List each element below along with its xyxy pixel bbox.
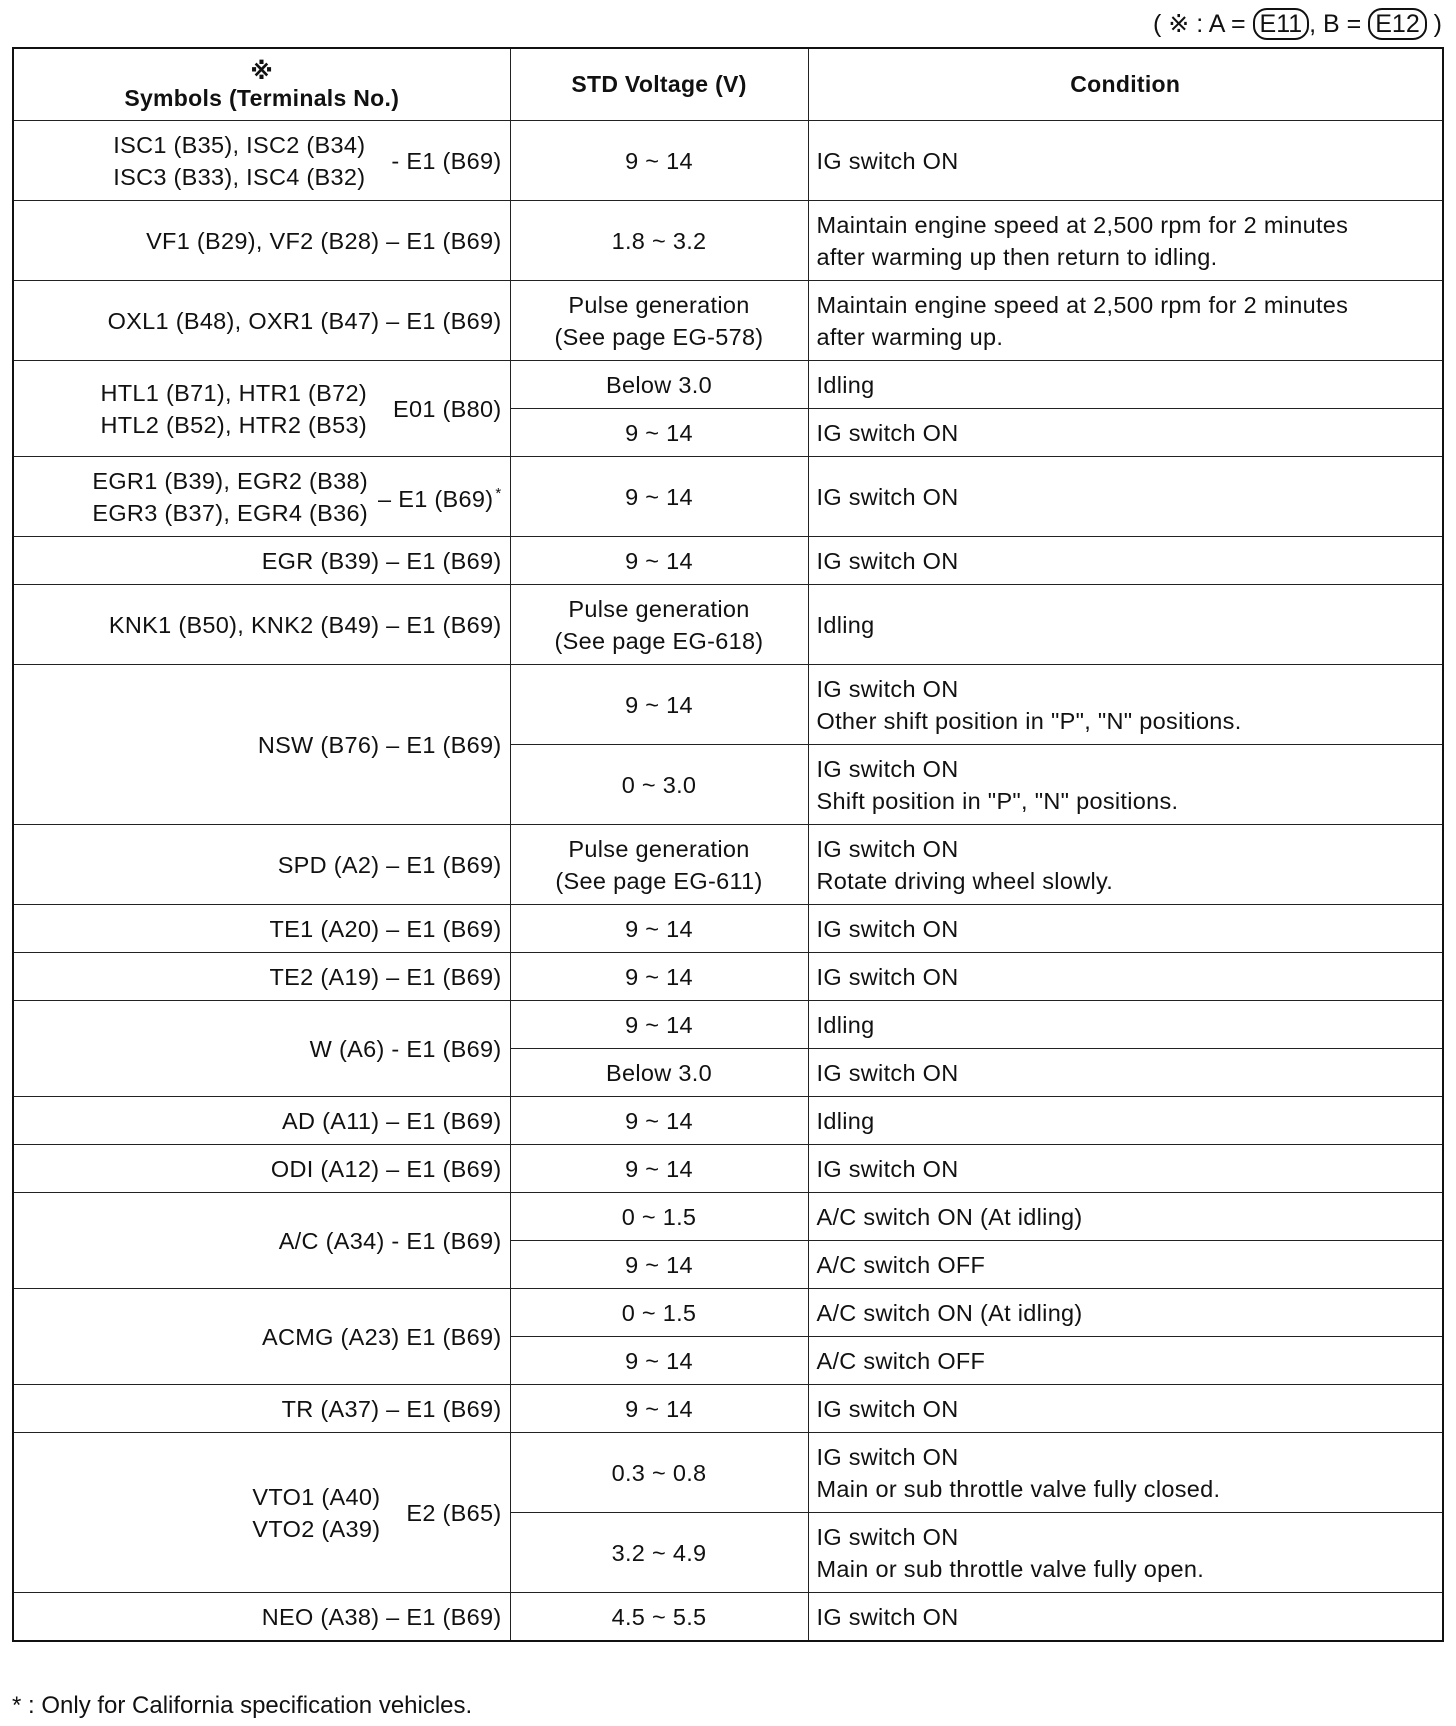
page-reference: (See page EG-611): [555, 867, 763, 894]
page-reference: (See page EG-618): [554, 627, 764, 654]
symbol-cell: ACMG (A23) E1 (B69): [13, 1289, 510, 1385]
symbol-cell: [13, 457, 510, 537]
table-row: [13, 537, 1443, 585]
terminal-legend: [1153, 8, 1442, 40]
condition-cell: Idling: [808, 1001, 1443, 1049]
symbol-cell: TR (A37) – E1 (B69): [13, 1385, 510, 1433]
symbol-cell: NSW (B76) – E1 (B69): [13, 665, 510, 825]
voltage-cell: 0 ~ 1.5: [510, 1289, 808, 1337]
symbol-ground: – E1 (B69): [378, 485, 494, 512]
table-row: [13, 1193, 1443, 1241]
condition-line: Maintain engine speed at 2,500 rpm for 2 minutes: [816, 291, 1349, 318]
voltage-cell: 9 ~ 14: [510, 1145, 808, 1193]
condition-line: IG switch ON: [816, 1523, 959, 1550]
table-row: [13, 457, 1443, 537]
voltage-cell: 9 ~ 14: [510, 1001, 808, 1049]
symbol-cell: TE1 (A20) – E1 (B69): [13, 905, 510, 953]
table-row: [13, 1001, 1443, 1049]
symbol-ground: E01 (B80): [392, 395, 502, 422]
california-only-mark: *: [495, 485, 502, 503]
condition-cell: IG switch ON: [808, 1145, 1443, 1193]
voltage-cell: 9 ~ 14: [510, 953, 808, 1001]
voltage-cell: Below 3.0: [510, 1049, 808, 1097]
voltage-line: Pulse generation: [568, 835, 750, 862]
symbol-cell: KNK1 (B50), KNK2 (B49) – E1 (B69): [13, 585, 510, 665]
symbol-line: ISC3 (B33), ISC4 (B32): [113, 163, 366, 190]
table-row: [13, 281, 1443, 361]
header-symbols: [13, 48, 510, 121]
table-row: [13, 825, 1443, 905]
condition-cell: IG switch ON: [808, 409, 1443, 457]
condition-cell: IG switch ON: [808, 121, 1443, 201]
voltage-cell: 9 ~ 14: [510, 665, 808, 745]
condition-cell: A/C switch OFF: [808, 1337, 1443, 1385]
condition-cell: [808, 825, 1443, 905]
condition-line: Main or sub throttle valve fully open.: [816, 1555, 1205, 1582]
legend-suffix: ): [1433, 10, 1442, 38]
condition-cell: A/C switch ON (At idling): [808, 1289, 1443, 1337]
voltage-cell: [510, 825, 808, 905]
table-row: [13, 361, 1443, 409]
voltage-cell: 9 ~ 14: [510, 1385, 808, 1433]
symbol-cell: A/C (A34) - E1 (B69): [13, 1193, 510, 1289]
condition-cell: IG switch ON: [808, 905, 1443, 953]
symbol-cell: [13, 121, 510, 201]
voltage-line: Pulse generation: [568, 291, 750, 318]
header-reference-mark: ※: [250, 57, 274, 84]
symbol-cell: SPD (A2) – E1 (B69): [13, 825, 510, 905]
condition-line: IG switch ON: [816, 675, 959, 702]
legend-prefix: ( ※ : A =: [1153, 10, 1246, 38]
voltage-cell: 0.3 ~ 0.8: [510, 1433, 808, 1513]
header-symbols-label: Symbols (Terminals No.): [124, 84, 400, 111]
table-row: [13, 1289, 1443, 1337]
symbol-line: VTO1 (A40): [252, 1483, 381, 1510]
condition-cell: IG switch ON: [808, 1385, 1443, 1433]
condition-cell: A/C switch OFF: [808, 1241, 1443, 1289]
voltage-cell: 4.5 ~ 5.5: [510, 1593, 808, 1642]
symbol-cell: [13, 361, 510, 457]
table-row: [13, 665, 1443, 745]
voltage-cell: 9 ~ 14: [510, 1097, 808, 1145]
connector-a-label: E11: [1253, 8, 1310, 40]
voltage-cell: 9 ~ 14: [510, 1337, 808, 1385]
condition-cell: A/C switch ON (At idling): [808, 1193, 1443, 1241]
table-row: [13, 1593, 1443, 1642]
table-row: [13, 1385, 1443, 1433]
voltage-cell: 9 ~ 14: [510, 457, 808, 537]
voltage-cell: 0 ~ 1.5: [510, 1193, 808, 1241]
symbol-cell: AD (A11) – E1 (B69): [13, 1097, 510, 1145]
symbol-ground: E2 (B65): [406, 1499, 502, 1526]
symbol-cell: TE2 (A19) – E1 (B69): [13, 953, 510, 1001]
table-row: [13, 201, 1443, 281]
symbol-cell: ODI (A12) – E1 (B69): [13, 1145, 510, 1193]
condition-line: after warming up.: [816, 323, 1004, 350]
table-row: [13, 905, 1443, 953]
footnote: * : Only for California specification vehicles.: [12, 1692, 473, 1719]
table-row: [13, 953, 1443, 1001]
table-row: [13, 1433, 1443, 1513]
voltage-spec-table: [12, 47, 1444, 1642]
condition-cell: IG switch ON: [808, 953, 1443, 1001]
voltage-cell: 9 ~ 14: [510, 1241, 808, 1289]
voltage-cell: 3.2 ~ 4.9: [510, 1513, 808, 1593]
table-row: [13, 1145, 1443, 1193]
condition-line: Shift position in "P", "N" positions.: [816, 787, 1179, 814]
table-row: [13, 1097, 1443, 1145]
table-header-row: [13, 48, 1443, 121]
voltage-line: Pulse generation: [568, 595, 750, 622]
symbol-cell: W (A6) - E1 (B69): [13, 1001, 510, 1097]
symbol-cell: NEO (A38) – E1 (B69): [13, 1593, 510, 1642]
table-row: [13, 121, 1443, 201]
symbol-line: HTL1 (B71), HTR1 (B72): [100, 379, 367, 406]
condition-cell: Idling: [808, 585, 1443, 665]
condition-cell: [808, 1513, 1443, 1593]
condition-line: Other shift position in "P", "N" positions.: [816, 707, 1242, 734]
condition-cell: Idling: [808, 361, 1443, 409]
condition-line: IG switch ON: [816, 755, 959, 782]
condition-cell: IG switch ON: [808, 457, 1443, 537]
table-row: [13, 585, 1443, 665]
condition-cell: [808, 201, 1443, 281]
condition-line: IG switch ON: [816, 835, 959, 862]
connector-b-label: E12: [1368, 8, 1426, 40]
header-voltage: STD Voltage (V): [510, 48, 808, 121]
voltage-cell: [510, 281, 808, 361]
voltage-cell: 9 ~ 14: [510, 121, 808, 201]
symbol-line: EGR3 (B37), EGR4 (B36): [92, 499, 369, 526]
condition-cell: [808, 281, 1443, 361]
condition-cell: Idling: [808, 1097, 1443, 1145]
voltage-cell: 0 ~ 3.0: [510, 745, 808, 825]
condition-cell: IG switch ON: [808, 1049, 1443, 1097]
condition-line: Main or sub throttle valve fully closed.: [816, 1475, 1221, 1502]
voltage-cell: 1.8 ~ 3.2: [510, 201, 808, 281]
symbol-line: VTO2 (A39): [252, 1515, 381, 1542]
page-reference: (See page EG-578): [554, 323, 764, 350]
voltage-cell: Below 3.0: [510, 361, 808, 409]
header-condition: Condition: [808, 48, 1443, 121]
symbol-ground: - E1 (B69): [391, 147, 502, 174]
symbol-line: HTL2 (B52), HTR2 (B53): [100, 411, 367, 438]
voltage-cell: 9 ~ 14: [510, 409, 808, 457]
legend-middle: , B =: [1309, 10, 1362, 38]
condition-line: Rotate driving wheel slowly.: [816, 867, 1114, 894]
voltage-cell: 9 ~ 14: [510, 905, 808, 953]
condition-cell: IG switch ON: [808, 537, 1443, 585]
condition-cell: [808, 745, 1443, 825]
symbol-line: ISC1 (B35), ISC2 (B34): [113, 131, 366, 158]
symbol-cell: VF1 (B29), VF2 (B28) – E1 (B69): [13, 201, 510, 281]
symbol-cell: EGR (B39) – E1 (B69): [13, 537, 510, 585]
condition-cell: IG switch ON: [808, 1593, 1443, 1642]
condition-line: IG switch ON: [816, 1443, 959, 1470]
symbol-cell: [13, 1433, 510, 1593]
condition-cell: [808, 665, 1443, 745]
symbol-line: EGR1 (B39), EGR2 (B38): [92, 467, 369, 494]
condition-line: Maintain engine speed at 2,500 rpm for 2 minutes: [816, 211, 1349, 238]
voltage-cell: 9 ~ 14: [510, 537, 808, 585]
condition-cell: [808, 1433, 1443, 1513]
condition-line: after warming up then return to idling.: [816, 243, 1218, 270]
symbol-cell: OXL1 (B48), OXR1 (B47) – E1 (B69): [13, 281, 510, 361]
voltage-cell: [510, 585, 808, 665]
